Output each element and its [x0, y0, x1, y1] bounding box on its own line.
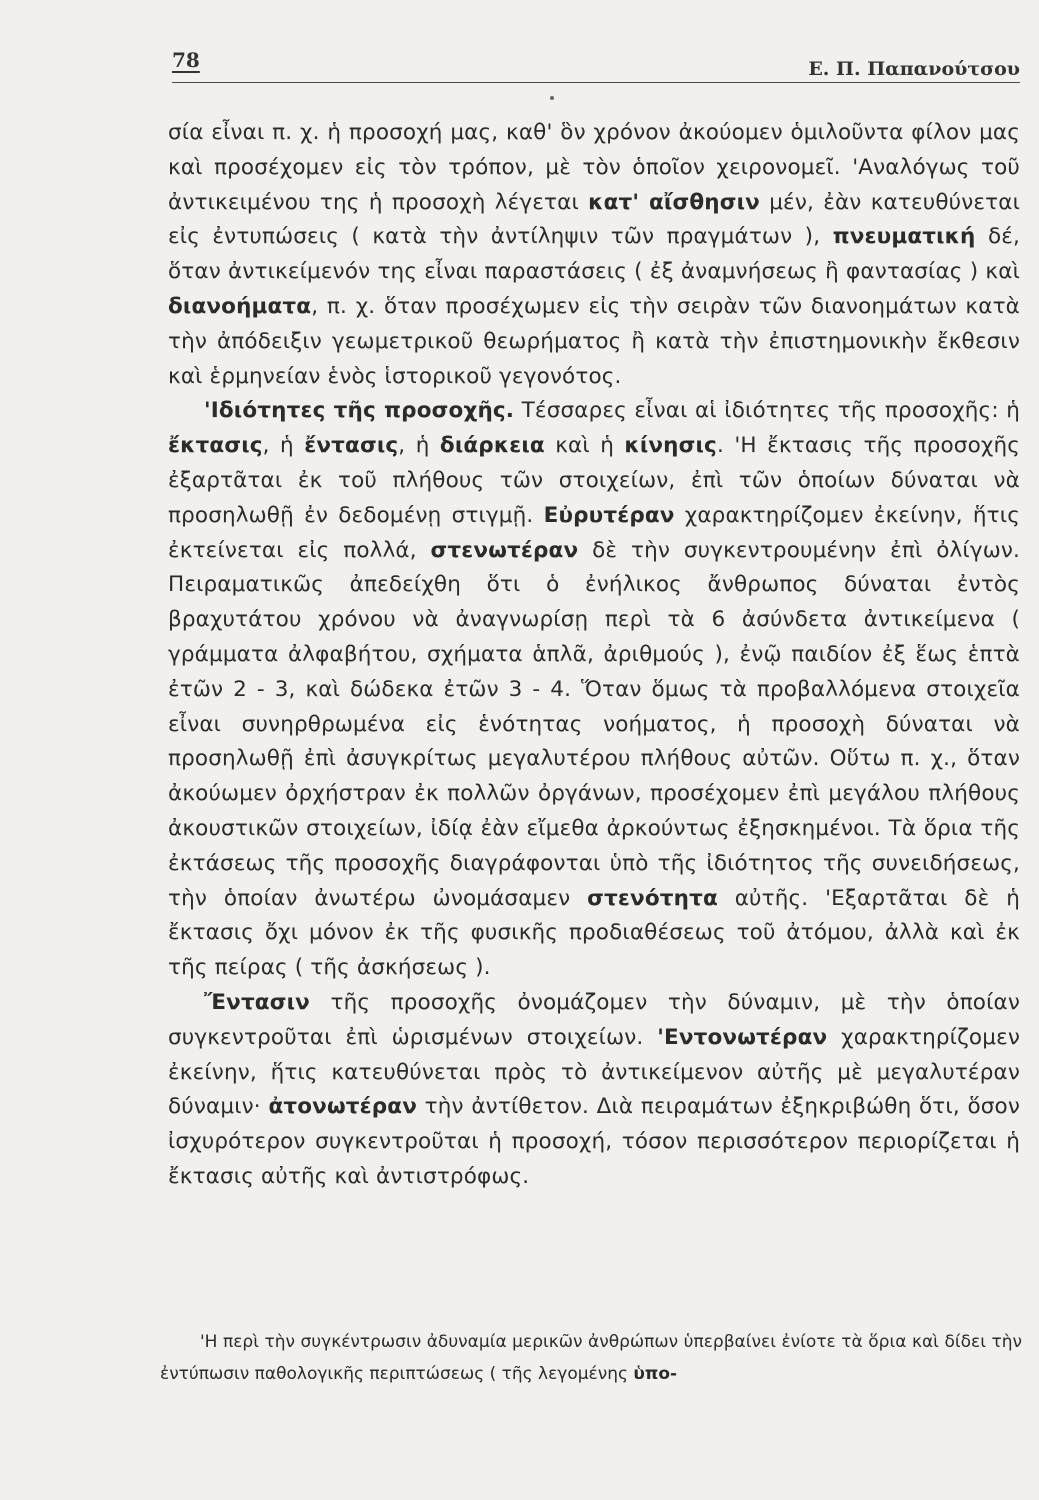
section-heading: 'Ιδιότητες τῆς προσοχῆς.: [204, 398, 515, 424]
paragraph-3: [168, 986, 1020, 1195]
page-header: [172, 44, 1020, 84]
text-run: Τέσσαρες εἶναι αἱ ἰδιότητες τῆς προσοχῆς: ἡ: [514, 398, 1021, 424]
ink-dot: [550, 96, 554, 100]
bold-term: ἀτονωτέραν: [268, 1094, 418, 1120]
text-run: μέν, ἐὰν κατευθύνεται εἰς ἐντυπώσεις ( κατὰ τὴν ἀντίληψιν τῶν πραγμάτων ),: [168, 189, 1020, 250]
bold-term: Εὐρυτέραν: [543, 502, 675, 528]
bold-term: ἔντασις: [304, 433, 399, 459]
paragraph-1: [168, 116, 1020, 394]
page-number: 78: [172, 48, 200, 72]
header-rule: [172, 82, 1020, 83]
text-run: χαρακτηρίζομεν ἐκείνην, ἥτις κατευθύνεται πρὸς τὸ ἀντικείμενον αὐτῆς μὲ μεγαλυτέραν δύναμιν·: [168, 1024, 1020, 1120]
text-run: , π. χ. ὅταν προσέχωμεν εἰς τὴν σειρὰν τῶν διανοημάτων κατὰ τὴν ἀπόδειξιν γεωμετρικοῦ θεωρήματος ἢ κατὰ τὴν ἐπιστημονικὴν ἔκθεσιν καὶ ἑρμηνείαν ἑνὸς ἱστορικοῦ γεγονότος.: [168, 293, 1020, 389]
text-run: , ἡ: [398, 433, 440, 459]
bold-term: πνευματική: [832, 224, 976, 250]
bold-term: διανοήματα: [168, 293, 312, 319]
text-run: 'Η περὶ τὴν συγκέντρωσιν ἀδυναμία μερικῶν ἀνθρώπων ὑπερβαίνει ἐνίοτε τὰ ὅρια καὶ δίδει τὴν ἐντύπωσιν παθολογικῆς περιπτώσεως ( τῆς λεγομένης: [160, 1332, 1022, 1384]
text-run: δὲ τὴν συγκεντρουμένην ἐπὶ ὀλίγων. Πειραματικῶς ἀπεδείχθη ὅτι ὁ ἐνήλικος ἄνθρωπος δύναται ἐντὸς βραχυτάτου χρόνου νὰ ἀναγνωρίσῃ περὶ τὰ 6 ἀσύνδετα ἀντικείμενα ( γράμματα ἀλφαβήτου, σχήματα ἁπλᾶ, ἀριθμούς ), ἐνῷ παιδίον ἐξ ἕως ἑπτὰ ἐτῶν 2 - 3, καὶ δώδεκα ἐτῶν 3 - 4. Ὅταν ὅμως τὰ προβαλλόμενα στοιχεῖα εἶναι συνηρθρωμένα εἰς ἑνότητας νοήματος, ἡ προσοχὴ δύναται νὰ προσηλωθῇ ἐπὶ ἀσυγκρίτως μεγαλυτέρου πλήθους αὐτῶν. Οὕτω π. χ., ὅταν ἀκούωμεν ὀρχήστραν ἐκ πολλῶν ὀργάνων, προσέχομεν ἐπὶ μεγάλου πλήθους ἀκουστικῶν στοιχείων, ἰδίᾳ ἐὰν εἴμεθα ἀρκούντως ἐξησκημένοι. Τὰ ὅρια τῆς ἐκτάσεως τῆς προσοχῆς διαγράφονται ὑπὸ τῆς ἰδιότητος τῆς συνειδήσεως, τὴν ὁποίαν ἀνωτέρω ὠνομάσαμεν: [168, 537, 1020, 911]
text-run: . 'Η ἔκτασις τῆς προσοχῆς ἐξαρτᾶται ἐκ τοῦ πλήθους τῶν στοιχείων, ἐπὶ τῶν ὁποίων δύναται νὰ προσηλωθῇ ἐν δεδομένῃ στιγμῇ.: [168, 433, 1020, 528]
bold-term: διάρκεια: [439, 433, 545, 459]
bold-term: ὑπο-: [633, 1364, 678, 1384]
bold-term: στενωτέραν: [430, 537, 579, 563]
bold-term: ἔκτασις: [168, 433, 263, 459]
bold-term: Ἔντασιν: [204, 989, 310, 1015]
text-run: καὶ ἡ: [544, 433, 625, 459]
text-run: σία εἶναι π. χ. ἡ προσοχή μας, καθ' ὃν χρόνον ἀκούομεν ὁμιλοῦντα φίλον μας καὶ προσέχομεν εἰς τὸν τρόπον, μὲ τὸν ὁποῖον χειρονομεῖ. 'Αναλόγως τοῦ ἀντικειμένου της ἡ προσοχὴ λέγεται: [168, 120, 1020, 215]
text-run: τὴν ἀντίθετον. Διὰ πειραμάτων ἐξηκριβώθη ὅτι, ὅσον ἰσχυρότερον συγκεντροῦται ἡ προσοχή, τόσον περισσότερον περιορίζεται ἡ ἔκτασις αὐτῆς καὶ ἀντιστρόφως.: [168, 1094, 1020, 1189]
bold-term: κατ' αἴσθησιν: [588, 189, 760, 215]
bold-term: 'Εντονωτέραν: [657, 1024, 828, 1050]
body-text: [168, 116, 1020, 1195]
text-run: τῆς προσοχῆς ὀνομάζομεν τὴν δύναμιν, μὲ τὴν ὁποίαν συγκεντροῦται ἐπὶ ὡρισμένων στοιχείων.: [168, 989, 1020, 1050]
text-run: αὐτῆς. 'Εξαρτᾶται δὲ ἡ ἔκτασις ὄχι μόνον ἐκ τῆς φυσικῆς προδιαθέσεως τοῦ ἀτόμου, ἀλλὰ καὶ ἐκ τῆς πείρας ( τῆς ἀσκήσεως ).: [168, 885, 1020, 981]
bold-term: κίνησις: [624, 433, 717, 459]
running-head: Ε. Π. Παπανούτσου: [808, 58, 1020, 80]
paragraph-2: [168, 394, 1020, 986]
footnote: [160, 1326, 1022, 1390]
bold-term: στενότητα: [587, 885, 718, 911]
text-run: χαρακτηρίζομεν ἐκείνην, ἥτις ἐκτείνεται εἰς πολλά,: [168, 502, 1020, 563]
text-run: δέ, ὅταν ἀντικείμενόν της εἶναι παραστάσεις ( ἐξ ἀναμνήσεως ἢ φαντασίας ) καὶ: [168, 224, 1021, 285]
text-run: , ἡ: [262, 433, 305, 459]
